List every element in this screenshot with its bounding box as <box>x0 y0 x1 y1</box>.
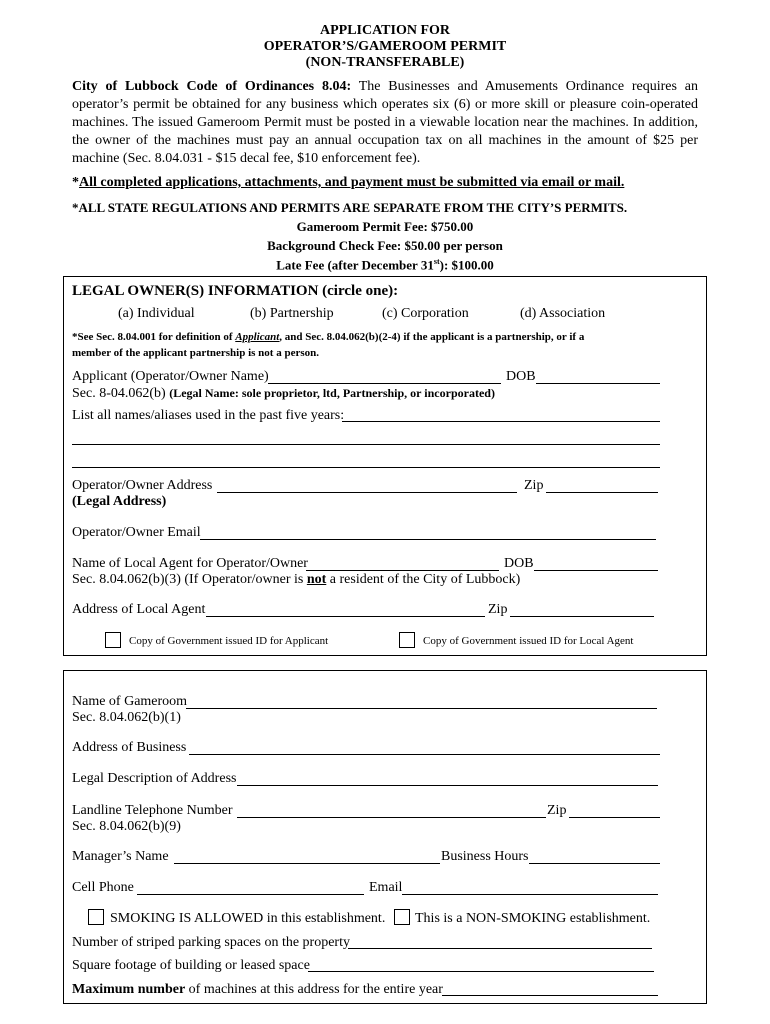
agent-address-field[interactable] <box>206 616 485 617</box>
gameroom-email-field[interactable] <box>402 894 658 895</box>
intro-text: The Businesses and Amusements Ordinance requires an operator’s permit be obtained for any business which operates six (6) or more skill or pleasure coin-operated machines. The issued Gameroom Permit must be posted in a viewable location near the machines. In addition, the owner of the machines must pay an annual occupation tax on all machines in the amount of $25 per machine (Sec. 8.04.031 - $15 decal fee, $10 enforcement fee). <box>72 79 698 166</box>
owner-email-field[interactable] <box>200 539 656 540</box>
local-agent-dob-field[interactable] <box>534 570 658 571</box>
legal-owner-heading: LEGAL OWNER(S) INFORMATION (circle one): <box>72 283 399 299</box>
applicant-definition-note <box>72 331 584 343</box>
landline-zip-label: Zip <box>547 803 567 818</box>
applicant-id-checkbox[interactable] <box>105 632 121 648</box>
business-address-field[interactable] <box>189 754 660 755</box>
aliases-field-1[interactable] <box>342 421 660 422</box>
non-smoking-label: This is a NON-SMOKING establishment. <box>415 911 651 926</box>
note-text-a: *See Sec. 8.04.001 for definition of <box>72 331 236 343</box>
agent-note-a: Sec. 8.04.062(b)(3) (If Operator/owner is <box>72 572 307 587</box>
legal-description-label: Legal Description of Address <box>72 771 237 786</box>
max-machines-rest: of machines at this address for the entire year <box>185 982 443 997</box>
business-hours-label: Business Hours <box>441 849 529 864</box>
agent-note-b: a resident of the City of Lubbock) <box>326 572 521 587</box>
gameroom-name-field[interactable] <box>186 708 657 709</box>
legal-address-note: (Legal Address) <box>72 494 167 509</box>
local-agent-field[interactable] <box>306 570 499 571</box>
cell-phone-field[interactable] <box>137 894 364 895</box>
gameroom-fee: Gameroom Permit Fee: $750.00 <box>296 219 474 234</box>
applicant-name-field[interactable] <box>268 383 501 384</box>
note-text-b: , and Sec. 8.04.062(b)(2-4) if the applicant is a partnership, or if a <box>279 331 585 343</box>
option-corporation[interactable]: (c) Corporation <box>382 306 469 321</box>
agent-zip-field[interactable] <box>510 616 654 617</box>
state-regulations-notice: *ALL STATE REGULATIONS AND PERMITS ARE SEPARATE FROM THE CITY’S PERMITS. <box>72 200 628 215</box>
option-association[interactable]: (d) Association <box>520 306 606 321</box>
manager-name-field[interactable] <box>174 863 440 864</box>
parking-spaces-label: Number of striped parking spaces on the property <box>72 935 350 950</box>
late-fee-sup: st <box>433 257 440 266</box>
applicant-id-label: Copy of Government issued ID for Applicant <box>129 635 329 647</box>
late-fee-text: Late Fee (after December 31 <box>276 257 434 273</box>
agent-id-checkbox[interactable] <box>399 632 415 648</box>
landline-sec: Sec. 8.04.062(b)(9) <box>72 819 181 834</box>
submission-notice-text: All completed applications, attachments, and payment must be submitted via email or mail. <box>79 175 625 190</box>
applicant-definition-note-cont: member of the applicant partnership is not a person. <box>72 347 319 359</box>
late-fee <box>0 257 770 273</box>
owner-address-label: Operator/Owner Address <box>72 478 213 493</box>
legal-name-note: (Legal Name: sole proprietor, ltd, Partnership, or incorporated) <box>169 386 495 400</box>
agent-id-label: Copy of Government issued ID for Local Agent <box>423 635 634 647</box>
local-agent-note <box>72 572 520 588</box>
local-agent-label: Name of Local Agent for Operator/Owner <box>72 556 308 571</box>
max-machines-label <box>72 982 443 998</box>
applicant-legal-name-note <box>72 386 495 402</box>
intro-paragraph <box>72 78 698 168</box>
business-hours-field[interactable] <box>529 863 660 864</box>
business-address-label: Address of Business <box>72 740 187 755</box>
parking-spaces-field[interactable] <box>348 948 652 949</box>
form-title-line3: (NON-TRANSFERABLE) <box>305 55 465 70</box>
notice-star: * <box>72 175 79 190</box>
gameroom-email-label: Email <box>369 880 403 895</box>
form-title-line2: OPERATOR’S/GAMEROOM PERMIT <box>263 39 507 54</box>
owner-email-label: Operator/Owner Email <box>72 525 201 540</box>
non-smoking-checkbox[interactable] <box>394 909 410 925</box>
intro-ordinance-ref: City of Lubbock Code of Ordinances 8.04: <box>72 79 352 94</box>
agent-address-label: Address of Local Agent <box>72 602 206 617</box>
applicant-dob-field[interactable] <box>536 383 660 384</box>
background-check-fee: Background Check Fee: $50.00 per person <box>267 238 503 253</box>
smoking-allowed-label: SMOKING IS ALLOWED in this establishment. <box>110 911 386 926</box>
gameroom-name-label: Name of Gameroom <box>72 694 188 709</box>
option-individual[interactable]: (a) Individual <box>118 306 195 321</box>
landline-field[interactable] <box>237 817 546 818</box>
landline-label: Landline Telephone Number <box>72 803 233 818</box>
option-partnership[interactable]: (b) Partnership <box>250 306 334 321</box>
cell-phone-label: Cell Phone <box>72 880 134 895</box>
smoking-allowed-checkbox[interactable] <box>88 909 104 925</box>
aliases-label: List all names/aliases used in the past five years: <box>72 408 345 423</box>
max-machines-field[interactable] <box>442 995 658 996</box>
applicant-dob-label: DOB <box>506 369 536 384</box>
aliases-field-2[interactable] <box>72 444 660 445</box>
owner-zip-field[interactable] <box>546 492 658 493</box>
manager-name-label: Manager’s Name <box>72 849 169 864</box>
aliases-field-3[interactable] <box>72 467 660 468</box>
agent-zip-label: Zip <box>488 602 508 617</box>
square-footage-label: Square footage of building or leased space <box>72 958 310 973</box>
square-footage-field[interactable] <box>308 971 654 972</box>
max-machines-bold: Maximum number <box>72 982 186 997</box>
applicant-sec-ref: Sec. 8-04.062(b) <box>72 386 170 401</box>
note-applicant-term: Applicant <box>235 331 280 343</box>
late-fee-amount: ): $100.00 <box>439 257 494 273</box>
legal-description-field[interactable] <box>237 785 658 786</box>
owner-zip-label: Zip <box>524 478 544 493</box>
gameroom-name-sec: Sec. 8.04.062(b)(1) <box>72 710 181 725</box>
local-agent-dob-label: DOB <box>504 556 534 571</box>
landline-zip-field[interactable] <box>569 817 660 818</box>
form-title-line1: APPLICATION FOR <box>319 23 451 38</box>
submission-notice <box>72 175 624 191</box>
applicant-name-label: Applicant (Operator/Owner Name) <box>72 369 269 384</box>
agent-note-not: not <box>306 572 327 587</box>
owner-address-field[interactable] <box>217 492 517 493</box>
